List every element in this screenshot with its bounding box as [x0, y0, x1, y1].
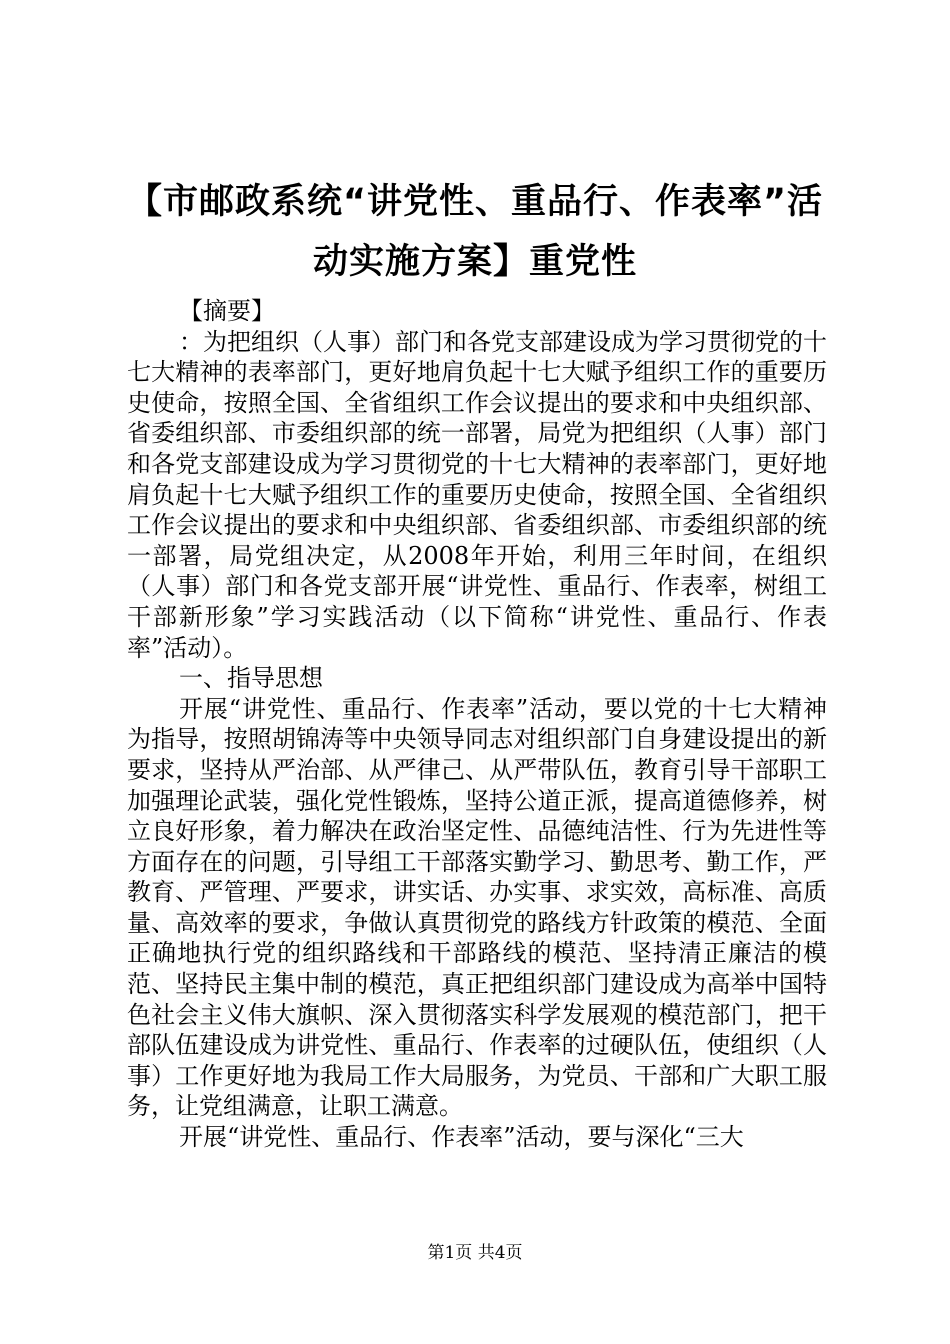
section-heading-guiding-thought: 一、指导思想 [179, 664, 323, 693]
document-title: 【市邮政系统“讲党性、重品行、作表率”活动实施方案】重党性 [126, 182, 823, 282]
document-body [127, 296, 827, 1153]
page-footer: 第1页 共4页 [427, 1243, 523, 1263]
abstract-label: 【摘要】 [179, 297, 275, 325]
abstract-paragraph: ：为把组织（人事）部门和各党支部建设成为学习贯彻党的十七大精神的表率部门，更好地肩负起十七大赋予组织工作的重要历史使命，按照全国、全省组织工作会议提出的要求和中央组织部、省委组织部、市委组织部的统一部署，局党为把组织（人事）部门和各党支部建设成为学习贯彻党的十七大精神的表率部门，更好地肩负起十七大赋予组织工作的重要历史使命，按照全国、全省组织工作会议提出的要求和中央组织部、省委组织部、市委组织部的统一部署，局党组决定，从2008年开始，利用三年时间，在组织（人事）部门和各党支部开展“讲党性、重品行、作表率，树组工干部新形象”学习实践活动（以下简称“讲党性、重品行、作表率”活动）。 [127, 327, 827, 662]
body-paragraph: 开展“讲党性、重品行、作表率”活动，要以党的十七大精神为指导，按照胡锦涛等中央领导同志对组织部门自身建设提出的新要求，坚持从严治部、从严律己、从严带队伍，教育引导干部职工加强理论武装，强化党性锻炼，坚持公道正派，提高道德修养，树立良好形象，着力解决在政治坚定性、品德纯洁性、行为先进性等方面存在的问题，引导组工干部落实勤学习、勤思考、勤工作，严教育、严管理、严要求，讲实话、办实事、求实效，高标准、高质量、高效率的要求，争做认真贯彻党的路线方针政策的模范、全面正确地执行党的组织路线和干部路线的模范、坚持清正廉洁的模范、坚持民主集中制的模范，真正把组织部门建设成为高举中国特色社会主义伟大旗帜、深入贯彻落实科学发展观的模范部门，把干部队伍建设成为讲党性、重品行、作表率的过硬队伍，使组织（人事）工作更好地为我局工作大局服务，为党员、干部和广大职工服务，让党组满意，让职工满意。 [127, 694, 827, 1121]
body-paragraph: 开展“讲党性、重品行、作表率”活动，要与深化“三大 [179, 1123, 744, 1152]
